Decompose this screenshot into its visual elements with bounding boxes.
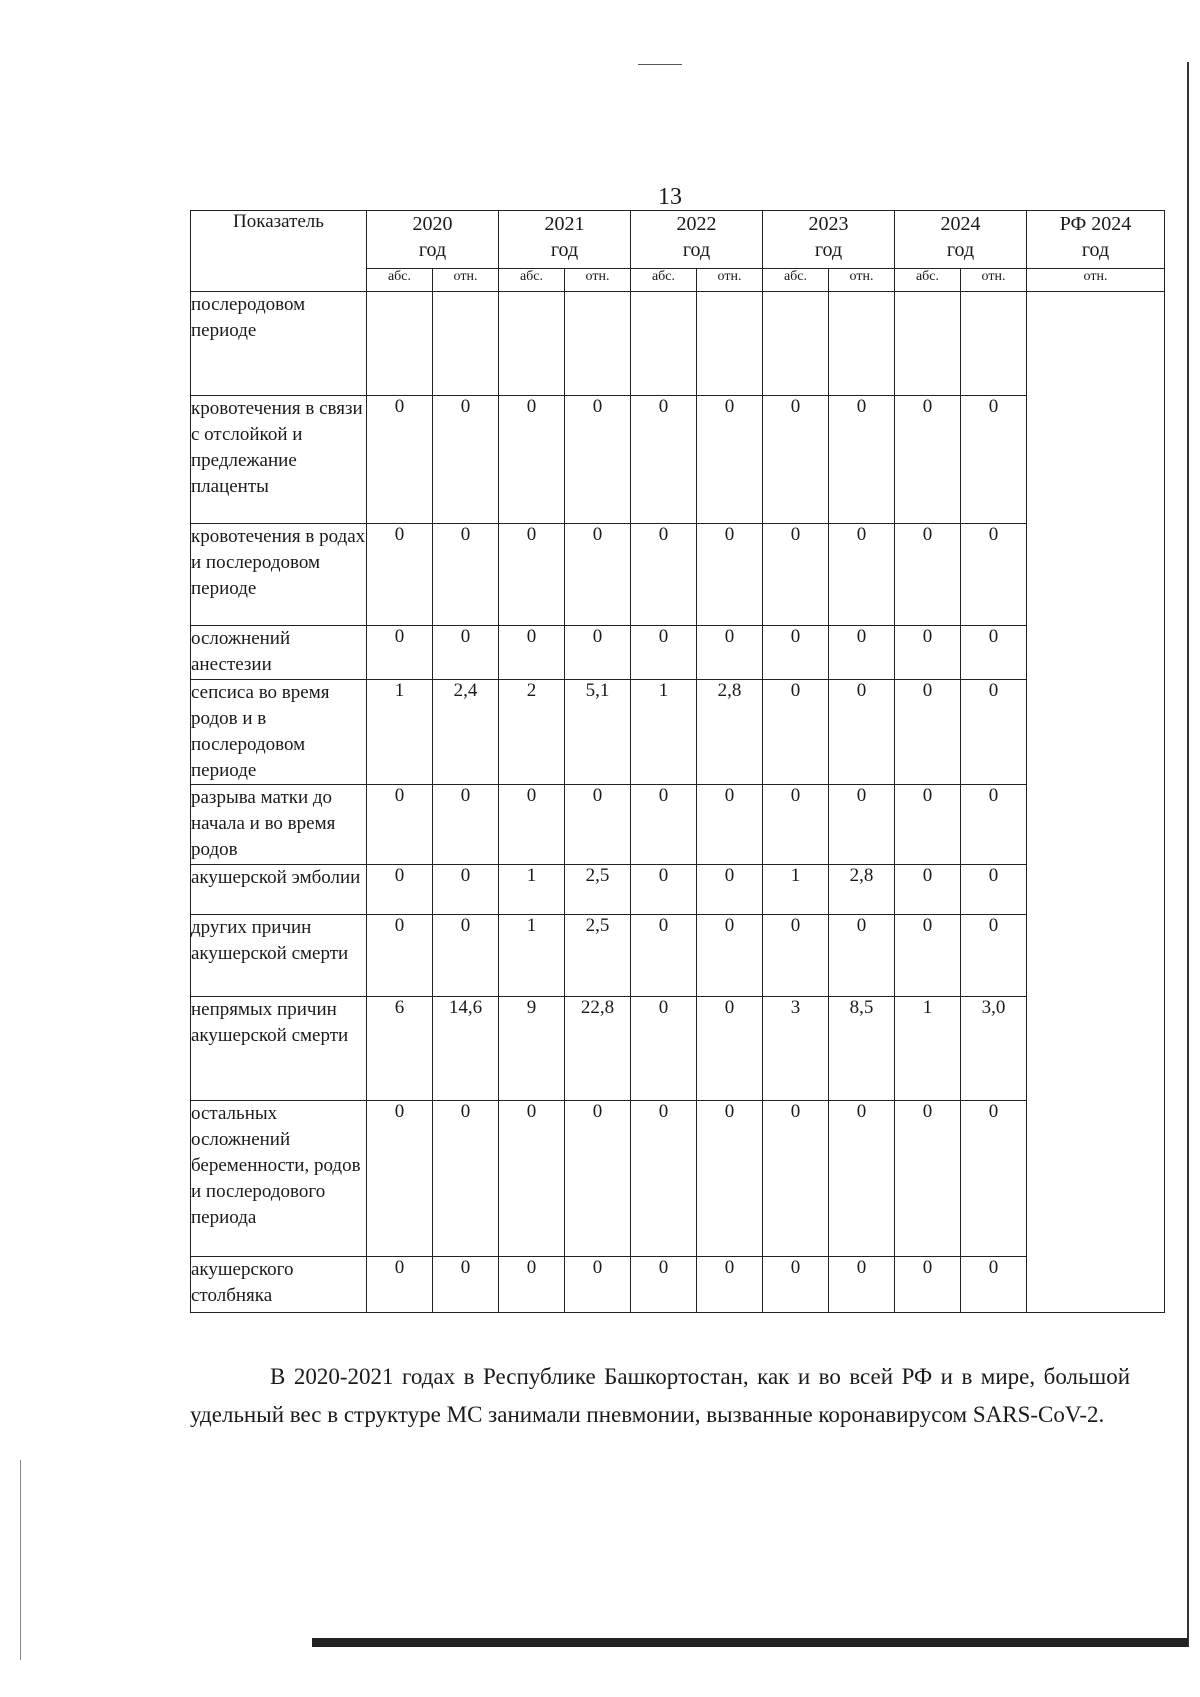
row-label: разрыва матки до начала и во время родов (191, 785, 367, 865)
table-row (191, 1101, 1165, 1257)
year-header-2020 (367, 211, 499, 269)
cell-rel: 0 (565, 785, 631, 865)
cell-abs: 1 (631, 680, 697, 785)
cell-abs: 0 (499, 396, 565, 524)
header-row-years (191, 211, 1165, 269)
cell-abs: 0 (895, 524, 961, 626)
year-header-2021 (499, 211, 631, 269)
cell-abs: 0 (895, 865, 961, 915)
table-row (191, 524, 1165, 626)
cell-rel: 0 (829, 396, 895, 524)
row-label: осложнений анестезии (191, 626, 367, 680)
subheader-rel: отн. (961, 269, 1027, 292)
cell-abs (763, 292, 829, 396)
cell-abs: 2 (499, 680, 565, 785)
cell-rel: 22,8 (565, 997, 631, 1101)
cell-rel: 3,0 (961, 997, 1027, 1101)
cell-abs: 0 (367, 626, 433, 680)
cell-abs: 0 (895, 396, 961, 524)
cell-rel: 0 (697, 915, 763, 997)
cell-rel: 0 (433, 785, 499, 865)
cell-rel: 0 (433, 1101, 499, 1257)
cell-rel: 0 (829, 1257, 895, 1313)
cell-abs: 0 (367, 785, 433, 865)
cell-rel: 0 (433, 865, 499, 915)
cell-rel: 0 (697, 1101, 763, 1257)
year-unit: год (682, 239, 711, 261)
subheader-rel: отн. (433, 269, 499, 292)
cell-rel: 2,8 (829, 865, 895, 915)
cell-abs (367, 292, 433, 396)
cell-rel: 0 (565, 524, 631, 626)
cell-rel (829, 292, 895, 396)
cell-rel: 0 (961, 626, 1027, 680)
row-label: остальных осложнений беременности, родов и послеродового периода (191, 1101, 367, 1257)
cell-rel: 0 (697, 524, 763, 626)
cell-rel (961, 292, 1027, 396)
cell-abs: 0 (499, 785, 565, 865)
table-row (191, 785, 1165, 865)
table-row (191, 680, 1165, 785)
cell-abs: 0 (763, 524, 829, 626)
cell-abs: 0 (367, 396, 433, 524)
cell-abs: 0 (499, 1101, 565, 1257)
cell-rel: 0 (433, 1257, 499, 1313)
row-label: других причин акушерской смерти (191, 915, 367, 997)
cell-abs: 0 (367, 1101, 433, 1257)
row-label: кровотечения в связи с отслойкой и предлежание плаценты (191, 396, 367, 524)
cell-abs: 3 (763, 997, 829, 1101)
cell-rel: 0 (829, 626, 895, 680)
cell-abs: 1 (499, 915, 565, 997)
cell-rel: 0 (961, 865, 1027, 915)
cell-rel: 0 (961, 680, 1027, 785)
cell-abs (499, 292, 565, 396)
table-row (191, 396, 1165, 524)
cell-rel: 0 (961, 1101, 1027, 1257)
cell-abs: 0 (631, 865, 697, 915)
cell-rel: 5,1 (565, 680, 631, 785)
cell-rel: 0 (565, 1101, 631, 1257)
subheader-rel: отн. (565, 269, 631, 292)
cell-abs: 1 (499, 865, 565, 915)
cell-rel: 0 (697, 1257, 763, 1313)
scan-bottom-bar (312, 1638, 1188, 1647)
cell-rel: 0 (829, 680, 895, 785)
cell-abs: 0 (895, 1257, 961, 1313)
page-number: 13 (658, 184, 682, 210)
cell-rel: 0 (433, 524, 499, 626)
scan-left-edge (20, 1460, 21, 1660)
table-row (191, 997, 1165, 1101)
table-row (191, 1257, 1165, 1313)
cell-abs: 1 (763, 865, 829, 915)
year-label: РФ 2024 (1059, 213, 1132, 235)
cell-abs: 0 (499, 524, 565, 626)
year-unit: год (1081, 239, 1110, 261)
cell-abs: 0 (763, 396, 829, 524)
row-label: непрямых причин акушерской смерти (191, 997, 367, 1101)
paragraph-text: В 2020-2021 годах в Республике Башкортостан, как и во всей РФ и в мире, большой удельный вес в структуре МС занимали пневмонии, вызванные коронавирусом SARS-CoV-2. (190, 1364, 1130, 1427)
cell-abs: 0 (895, 915, 961, 997)
cell-abs: 0 (631, 1101, 697, 1257)
subheader-abs: абс. (367, 269, 433, 292)
cell-rel: 0 (565, 1257, 631, 1313)
cell-rel: 0 (433, 626, 499, 680)
cell-abs: 6 (367, 997, 433, 1101)
cell-rel: 0 (697, 396, 763, 524)
cell-abs: 0 (763, 626, 829, 680)
cell-rel: 0 (433, 396, 499, 524)
cell-rel: 0 (961, 524, 1027, 626)
cell-abs: 0 (367, 915, 433, 997)
subheader-abs: абс. (631, 269, 697, 292)
year-header-rf-2024 (1027, 211, 1165, 269)
indicator-header: Показатель (191, 211, 367, 292)
cell-abs: 0 (763, 1257, 829, 1313)
cell-abs: 0 (631, 1257, 697, 1313)
cell-abs: 0 (763, 915, 829, 997)
cell-rel: 0 (961, 915, 1027, 997)
cell-abs: 0 (763, 1101, 829, 1257)
year-unit: год (946, 239, 975, 261)
cell-rel: 0 (961, 1257, 1027, 1313)
year-header-2023 (763, 211, 895, 269)
cell-rel: 0 (961, 785, 1027, 865)
cell-rel: 2,4 (433, 680, 499, 785)
table-row (191, 915, 1165, 997)
cell-abs: 0 (499, 626, 565, 680)
top-dash-mark (638, 64, 682, 65)
cell-abs: 0 (895, 626, 961, 680)
year-header-2024 (895, 211, 1027, 269)
cell-rel (433, 292, 499, 396)
cell-rel: 2,5 (565, 915, 631, 997)
cell-rel (565, 292, 631, 396)
cell-abs: 0 (631, 524, 697, 626)
year-label: 2024 (940, 213, 981, 235)
cell-abs: 9 (499, 997, 565, 1101)
subheader-rel: отн. (829, 269, 895, 292)
cell-abs: 0 (367, 1257, 433, 1313)
cell-rel: 0 (961, 396, 1027, 524)
subheader-abs: абс. (499, 269, 565, 292)
cell-abs: 0 (895, 785, 961, 865)
row-label: сепсиса во время родов и в послеродовом периоде (191, 680, 367, 785)
cell-rel: 0 (829, 1101, 895, 1257)
cell-rel: 0 (697, 785, 763, 865)
cell-rel: 0 (565, 396, 631, 524)
body-paragraph (190, 1358, 1130, 1434)
cell-rel: 2,8 (697, 680, 763, 785)
subheader-abs: абс. (763, 269, 829, 292)
year-unit: год (550, 239, 579, 261)
scan-right-edge (1187, 62, 1189, 1647)
table-row (191, 626, 1165, 680)
row-label: акушерской эмболии (191, 865, 367, 915)
cell-abs: 0 (631, 626, 697, 680)
cell-abs: 0 (763, 785, 829, 865)
cell-rel: 0 (697, 626, 763, 680)
cell-rel (697, 292, 763, 396)
cell-abs: 0 (631, 997, 697, 1101)
cell-abs: 0 (499, 1257, 565, 1313)
table-header (191, 211, 1165, 292)
cell-abs: 0 (895, 680, 961, 785)
cell-rel: 0 (697, 997, 763, 1101)
cell-abs: 0 (631, 396, 697, 524)
cell-abs: 0 (763, 680, 829, 785)
cell-rel: 8,5 (829, 997, 895, 1101)
cell-abs: 0 (631, 915, 697, 997)
cell-rel: 0 (433, 915, 499, 997)
maternal-mortality-table (190, 210, 1165, 1313)
row-label: акушерского столбняка (191, 1257, 367, 1313)
year-label: 2020 (412, 213, 453, 235)
cell-rel: 14,6 (433, 997, 499, 1101)
cell-abs: 0 (631, 785, 697, 865)
cell-abs (631, 292, 697, 396)
subheader-abs: абс. (895, 269, 961, 292)
row-label: кровотечения в родах и послеродовом периоде (191, 524, 367, 626)
cell-rel: 0 (829, 524, 895, 626)
year-label: 2023 (808, 213, 849, 235)
cell-abs (895, 292, 961, 396)
subheader-rel: отн. (697, 269, 763, 292)
cell-abs: 1 (367, 680, 433, 785)
year-header-2022 (631, 211, 763, 269)
table-row (191, 292, 1165, 396)
year-unit: год (814, 239, 843, 261)
cell-abs: 1 (895, 997, 961, 1101)
cell-rel: 0 (829, 915, 895, 997)
year-label: 2021 (544, 213, 585, 235)
cell-rf-2024 (1027, 292, 1165, 1313)
cell-abs: 0 (895, 1101, 961, 1257)
cell-rel: 0 (697, 865, 763, 915)
year-label: 2022 (676, 213, 717, 235)
table-row (191, 865, 1165, 915)
subheader-rel: отн. (1027, 269, 1165, 292)
cell-rel: 2,5 (565, 865, 631, 915)
cell-abs: 0 (367, 865, 433, 915)
cell-abs: 0 (367, 524, 433, 626)
table-body (191, 292, 1165, 1313)
cell-rel: 0 (829, 785, 895, 865)
row-label: послеродовом периоде (191, 292, 367, 396)
year-unit: год (418, 239, 447, 261)
cell-rel: 0 (565, 626, 631, 680)
